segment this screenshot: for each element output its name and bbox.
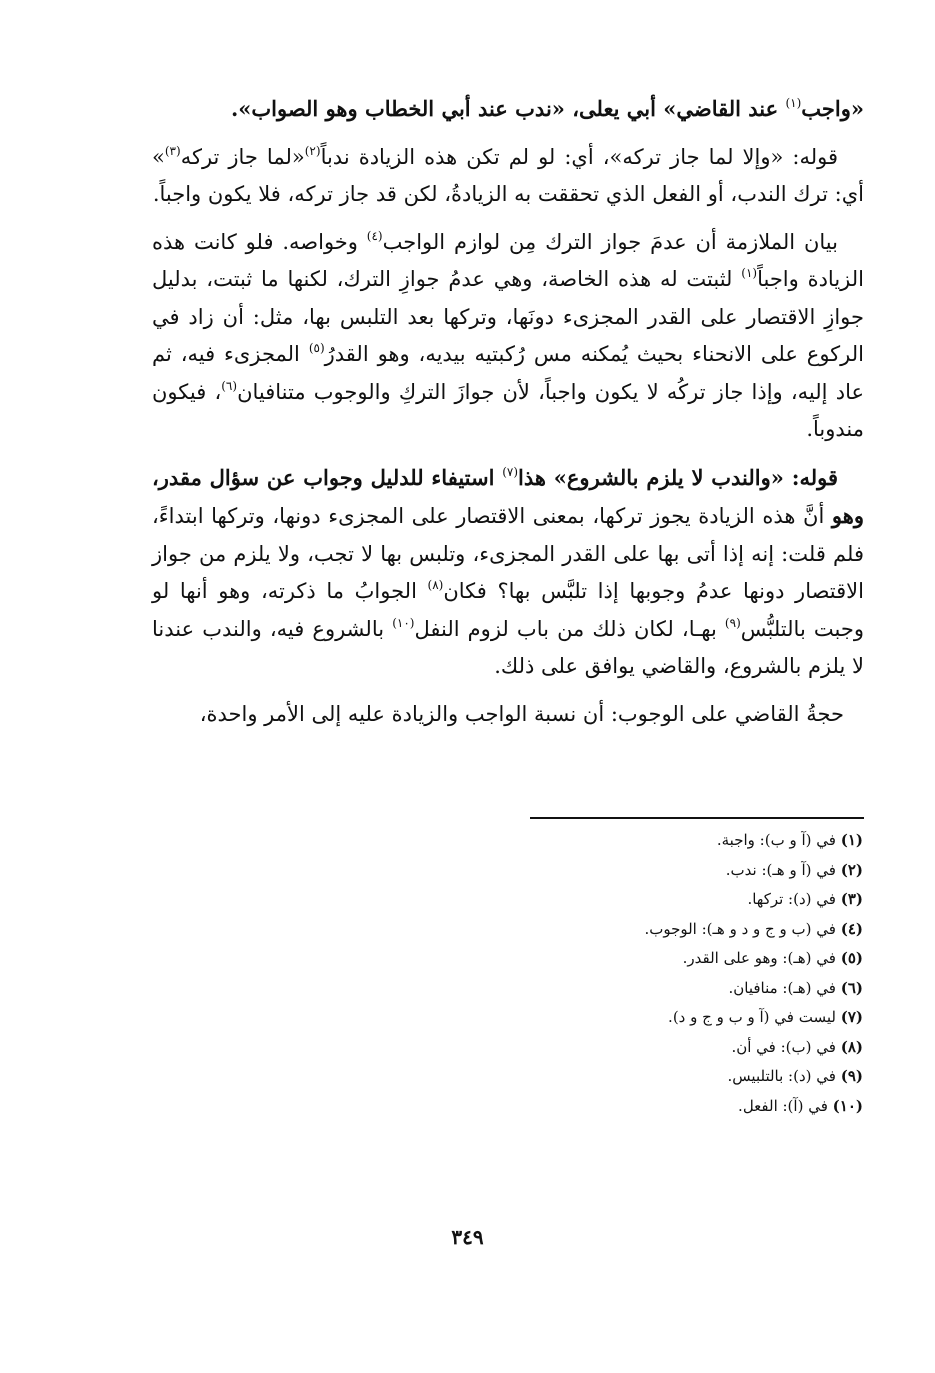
text-run: حجةُ القاضي على الوجوب: أن نسبة الواجب والزيادة عليه إلى الأمر واحدة، bbox=[199, 701, 844, 726]
paragraph-2 bbox=[152, 139, 864, 214]
footnote-item: (٢) في (آ و هـ): ندب. bbox=[725, 860, 863, 879]
paragraph-3 bbox=[152, 224, 864, 449]
footnote-ref: (٦) bbox=[221, 378, 238, 393]
footnote-ref: (٥) bbox=[308, 341, 325, 355]
footnote-ref: (١) bbox=[785, 96, 802, 110]
footnote-ref: (١) bbox=[741, 266, 758, 280]
text-run: بالشروع فيه، والندب عندنا لا يلزم بالشروع، والقاضي يوافق على ذلك. bbox=[152, 616, 864, 678]
footnote-ref: (١٠) bbox=[392, 615, 415, 630]
text-run: لثبتت له هذه الخاصة، وهي عدمُ جوازِ الترك، لكنها ما ثبتت، بدليل جوازِ الاقتصار على القدر المجزىء دونَها، وتركها بعد التلبس بها، مثل: أن زاد في الركوع على الانحناء بحيث يُمكنه مس رُكبتيه بيديه، وهو القدرُ bbox=[152, 267, 865, 366]
footnote-ref: (٢) bbox=[304, 143, 321, 158]
text-run: المجزىء فيه، ثم عاد إليه، وإذا جاز تركُه لا يكون واجباً، لأن جوازَ التركِ والوجوب متنافيان bbox=[152, 342, 864, 404]
text-run: «لما جاز تركه bbox=[180, 144, 305, 169]
text-run: بيان الملازمة أن عدمَ جواز الترك مِن لوازم الواجب bbox=[382, 229, 838, 254]
text-run: قوله: «وإلا لما جاز تركه»، أي: لو لم تكن هذه الزيادة ندباً bbox=[320, 144, 838, 169]
footnote-item: (١٠) في (آ): الفعل. bbox=[738, 1096, 863, 1115]
main-text bbox=[152, 90, 864, 743]
footnotes-list bbox=[503, 826, 863, 1121]
footnote-ref: (٩) bbox=[724, 615, 741, 630]
footnote-ref: (٧) bbox=[502, 464, 519, 479]
footnote-item: (٩) في (د): بالتلبيس. bbox=[727, 1067, 863, 1085]
page-number: ٣٤٩ bbox=[451, 1225, 484, 1249]
footnote-item: (١) في (آ و ب): واجبة. bbox=[716, 831, 863, 849]
text-run: استيفاء للدليل وجواب عن سؤال مقدر، وهو bbox=[152, 464, 864, 528]
text-run: «واجب bbox=[801, 96, 864, 121]
footnote-item: (٤) في (ب و ج و د و هـ): الوجوب. bbox=[644, 919, 863, 938]
text-run: قوله: «والندب لا يلزم بالشروع» هذا bbox=[518, 464, 838, 490]
footnote-divider bbox=[530, 817, 864, 819]
footnote-item: (٣) في (د): تركها. bbox=[747, 890, 863, 908]
text-run: أنَّ هذه الزيادة يجوز تركها، بمعنى الاقتصار على المجزىء دونها، وتركها ابتداءً، فلم قلت: إنه إذا أتى بها على القدر المجزىء، وتلبس بها لا تجب، ولا يلزم من جواز الاقتصار دونها عدمُ وجوبها إذا تلبَّس بها؟ فكان bbox=[152, 504, 864, 603]
paragraph-4 bbox=[152, 459, 864, 686]
paragraph-1 bbox=[152, 90, 864, 129]
text-run: الجوابُ ما ذكرته، وهو أنها لو وجبت بالتلبُّس bbox=[152, 579, 864, 641]
footnote-ref: (٣) bbox=[164, 143, 181, 158]
text-run: عند القاضي» أبي يعلى، «ندب عند أبي الخطاب وهو الصواب». bbox=[230, 96, 786, 121]
paragraph-5 bbox=[152, 696, 864, 734]
footnote-item: (٧) ليست في (آ و ب و ج و د). bbox=[668, 1008, 863, 1026]
text-run: بهـا، لكان ذلك من باب لزوم النفل bbox=[414, 616, 725, 641]
text-run: » أي: ترك الندب، أو الفعل الذي تحققت به الزيادةُ، لكن قد جاز تركه، فلا يكون واجباً. bbox=[152, 144, 864, 206]
footnote-item: (٦) في (هـ): منافيان. bbox=[728, 978, 863, 997]
footnote-item: (٨) في (ب): في أن. bbox=[731, 1037, 863, 1056]
footnote-ref: (٤) bbox=[366, 228, 383, 243]
footnote-item: (٥) في (هـ): وهو على القدر. bbox=[682, 949, 863, 967]
text-run: ، فيكون مندوباً. bbox=[152, 379, 864, 441]
text-run: وخواصه. فلو كانت هذه الزيادة واجباً bbox=[152, 229, 864, 291]
footnote-ref: (٨) bbox=[427, 578, 444, 592]
